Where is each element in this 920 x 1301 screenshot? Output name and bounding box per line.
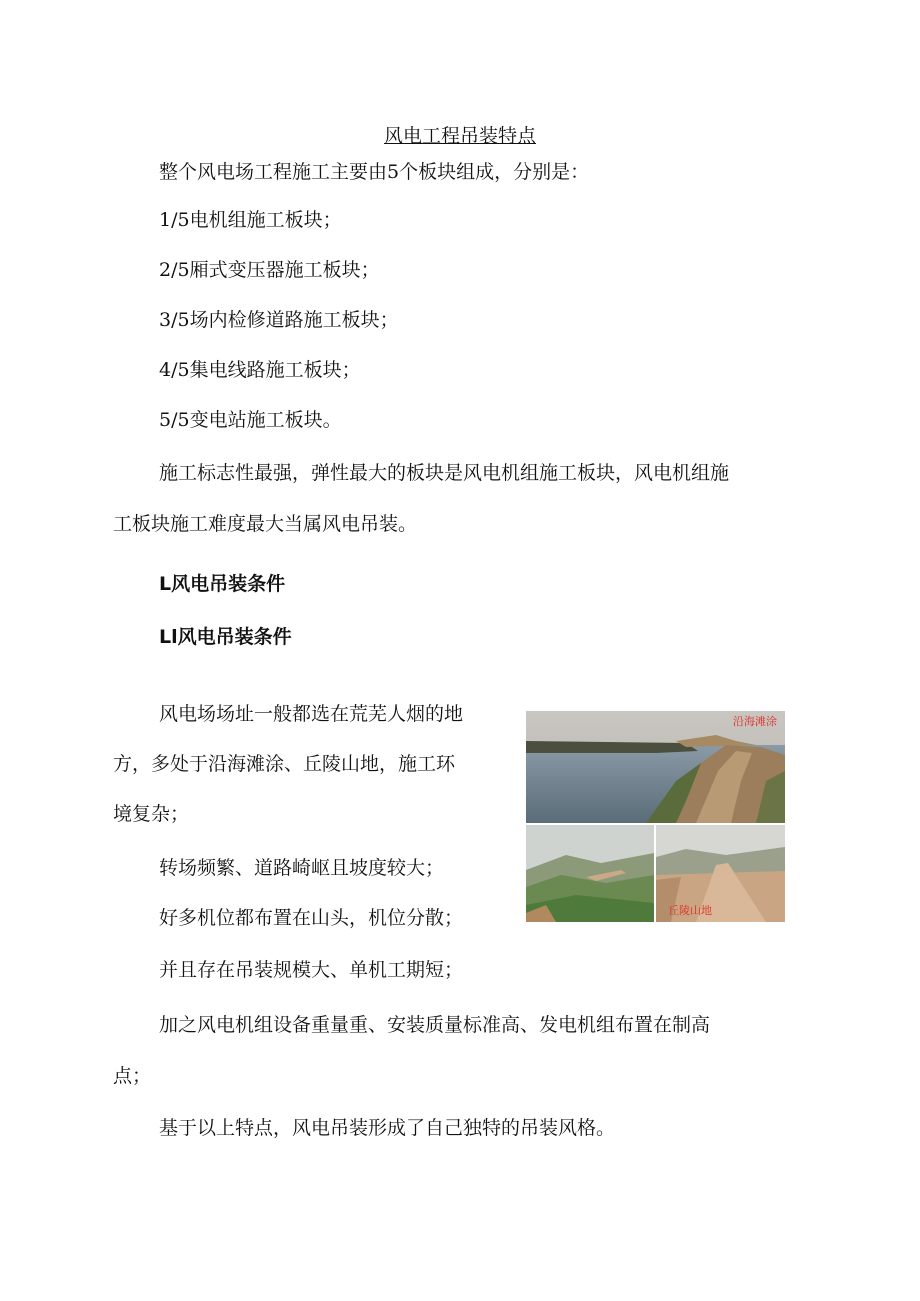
condition-item-5-line-1: 加之风电机组设备重量重、安装质量标准高、发电机组布置在制高 bbox=[159, 1014, 711, 1036]
summary-line-1: 施工标志性最强，弹性最大的板块是风电机组施工板块，风电机组施 bbox=[159, 462, 730, 484]
intro-text: 整个风电场工程施工主要由5个板块组成，分别是： bbox=[159, 161, 590, 183]
block-item-2: 2/5厢式变压器施工板块； bbox=[159, 259, 380, 281]
hill-landscape-photo bbox=[526, 825, 654, 922]
section-heading-1: L风电吊装条件 bbox=[159, 573, 286, 595]
hill-photo-label: 丘陵山地 bbox=[668, 904, 712, 917]
summary-line-2: 工板块施工难度最大当属风电吊装。 bbox=[113, 513, 418, 535]
block-item-5: 5/5变电站施工板块。 bbox=[159, 409, 342, 431]
block-item-3: 3/5场内检修道路施工板块； bbox=[159, 309, 399, 331]
coastal-mudflat-photo bbox=[526, 711, 785, 823]
block-item-1: 1/5电机组施工板块； bbox=[159, 209, 342, 231]
condition-line-1: 风电场场址一般都选在荒芜人烟的地 bbox=[159, 703, 464, 725]
conclusion-text: 基于以上特点，风电吊装形成了自己独特的吊装风格。 bbox=[159, 1117, 616, 1139]
coastal-photo-label: 沿海滩涂 bbox=[733, 715, 777, 728]
condition-item-2: 转场频繁、道路崎岖且坡度较大； bbox=[159, 857, 445, 879]
condition-item-5-line-2: 点； bbox=[113, 1065, 152, 1087]
hill-road-photo bbox=[656, 825, 785, 922]
page-title: 风电工程吊装特点 bbox=[383, 125, 536, 147]
block-item-4: 4/5集电线路施工板块； bbox=[159, 359, 361, 381]
section-heading-2: Ll风电吊装条件 bbox=[159, 626, 292, 648]
condition-line-2: 方，多处于沿海滩涂、丘陵山地，施工环 bbox=[113, 753, 456, 775]
condition-item-4: 并且存在吊装规模大、单机工期短； bbox=[159, 959, 464, 981]
condition-line-3: 境复杂； bbox=[113, 803, 190, 825]
condition-item-3: 好多机位都布置在山头，机位分散； bbox=[159, 907, 464, 929]
